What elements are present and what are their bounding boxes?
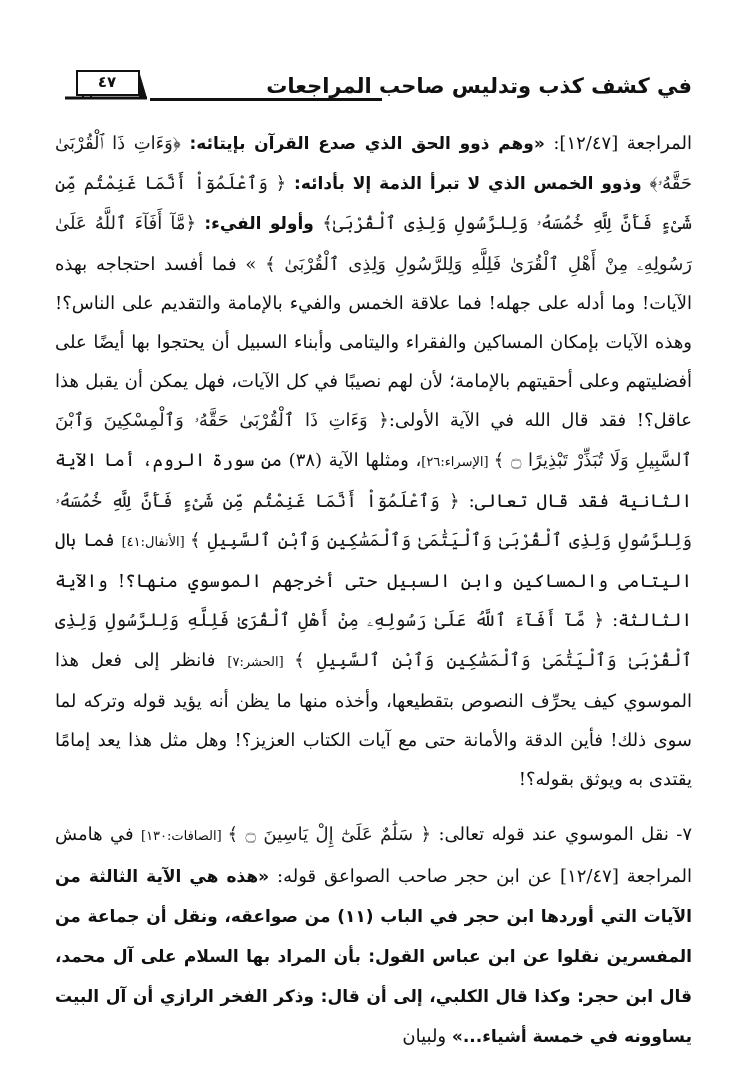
quran-verse: ﴿ وَٱعْلَمُوٓاْ أَنَّمَا غَنِمْتُم مِّن شَىْءٍ فَأَنَّ لِلَّهِ خُمُسَهُۥ وَلِلرَّسُولِ وَلِذِى ٱلْقُرْبَىٰ﴾ [55, 173, 692, 235]
quoted-claim: وأولو الفيء: [196, 214, 323, 235]
quran-verse: ﴿ مَّآ أَفَآءَ ٱللَّهُ عَلَىٰ رَسُولِهِۦ مِنْ أَهْلِ ٱلْقُرَىٰ فَلِلَّهِ وَلِلرَّسُولِ وَلِذِى ٱلْقُرْبَىٰ وَٱلْيَتَٰمَىٰ وَٱلْمَسَٰكِينِ وَٱبْنِ ٱلسَّبِيلِ ﴾ [55, 610, 692, 671]
text-run: ولبيان [402, 1026, 452, 1048]
page-body [55, 124, 692, 1058]
text-run: فما بال اليتامى والمساكين وابن السبيل حتى أخرجهم الموسوي منها؟! والآية الثالثة: [55, 530, 693, 632]
text-run: ، ومثلها الآية (٣٨) من سورة الروم، أما الآية الثانية فقد قال تعالى: [55, 449, 692, 512]
quran-verse: ﴿مَّآ أَفَآءَ ٱللَّهُ عَلَىٰ رَسُولِهِۦ مِنْ أَهْلِ ٱلْقُرَىٰ فَلِلَّهِ وَلِلرَّسُولِ وَلِذِى ٱلْقُرْبَىٰ ﴾ [55, 213, 692, 275]
quoted-claim: «هذه هي الآية الثالثة من الآيات التي أوردها ابن حجر في الباب (١١) من صواعقه، ونقل أن جماعة من المفسرين نقلوا عن ابن عباس القول: بأن المراد بها السلام على آل محمد، قال ابن حجر: وكذا قال الكلبي، إلى أن قال: وذكر الفخر الرازي أن آل البيت يساوونه في خمسة أشياء...» [55, 866, 692, 1048]
quran-verse: ﴿ وَءَاتِ ذَا ٱلْقُرْبَىٰ حَقَّهُۥ وَٱلْمِسْكِينَ وَٱبْنَ ٱلسَّبِيلِ وَلَا تُبَذِّرْ تَبْذِيرًا ۝ ﴾ [55, 410, 692, 471]
text-run: » فما أفسد احتجاجه بهذه الآيات! وما أدله على جهله! فما علاقة الخمس والفيء بالإمامة والتقديم على الناس؟! وهذه الآيات بإمكان المساكين والفقراء واليتامى وأبناء السبيل أن يحتجوا بها أيضًا على أفضليتهم وعلى أحقيتهم بالإمامة؛ لأن لهم نصيبًا في كل الآيات، فهل يمكن أن يقبل هذا عاقل؟! فقد قال الله في الآية الأولى: [55, 253, 692, 432]
page-number: ٤٧ [97, 73, 117, 91]
page-number-badge [63, 68, 149, 102]
page-header [55, 60, 692, 110]
quran-verse: ﴿وَءَاتِ ذَا ٱلْقُرْبَىٰ حَقَّهُۥ﴾ [55, 133, 692, 195]
verse-reference: [الحشر:٧] [227, 654, 295, 670]
running-title: في كشف كذب وتدليس صاحب المراجعات [266, 74, 692, 98]
text-run: فانظر إلى فعل هذا الموسوي كيف يحرِّف النصوص بتقطيعها، وأخذه منها ما يظن أنه يؤيد قوله وتركه لما سوى ذلك! فأين الدقة والأمانة حتى مع آيات الكتاب العزيز؟! وهل مثل هذا يعد إمامًا يقتدى به ويوثق بقوله؟! [55, 649, 692, 791]
quran-verse: ﴿ سَلَٰمٌ عَلَىٰٓ إِلْ يَاسِينَ ۝ ﴾ [227, 824, 432, 846]
header-rule [150, 98, 382, 101]
quoted-claim: وذوو الخمس الذي لا تبرأ الذمة إلا بأدائه: [286, 174, 650, 195]
text-run: في هامش المراجعة [١٢/٤٧] عن ابن حجر صاحب الصواعق قوله: [55, 824, 693, 887]
quran-verse: ﴿ وَٱعْلَمُوٓاْ أَنَّمَا غَنِمْتُم مِّن شَىْءٍ فَأَنَّ لِلَّهِ خُمُسَهُۥ وَلِلرَّسُولِ وَلِذِى ٱلْقُرْبَىٰ وَٱلْيَتَٰمَىٰ وَٱلْمَسَٰكِينِ وَٱبْنِ ٱلسَّبِيلِ ﴾ [55, 490, 692, 552]
quoted-claim: «وهم ذوو الحق الذي صدع القرآن بإيتائه: [180, 134, 545, 154]
paragraph-2 [55, 815, 692, 1057]
verse-reference: [الإسراء:٢٦] [421, 454, 494, 470]
text-run: ٧- نقل الموسوي عند قوله تعالى: [431, 824, 692, 846]
verse-reference: [الصافات:١٣٠] [140, 829, 228, 845]
text-run: المراجعة [١٢/٤٧]: [544, 133, 693, 154]
verse-reference: [الأنفال:٤١] [121, 535, 191, 551]
paragraph-1 [55, 124, 692, 799]
